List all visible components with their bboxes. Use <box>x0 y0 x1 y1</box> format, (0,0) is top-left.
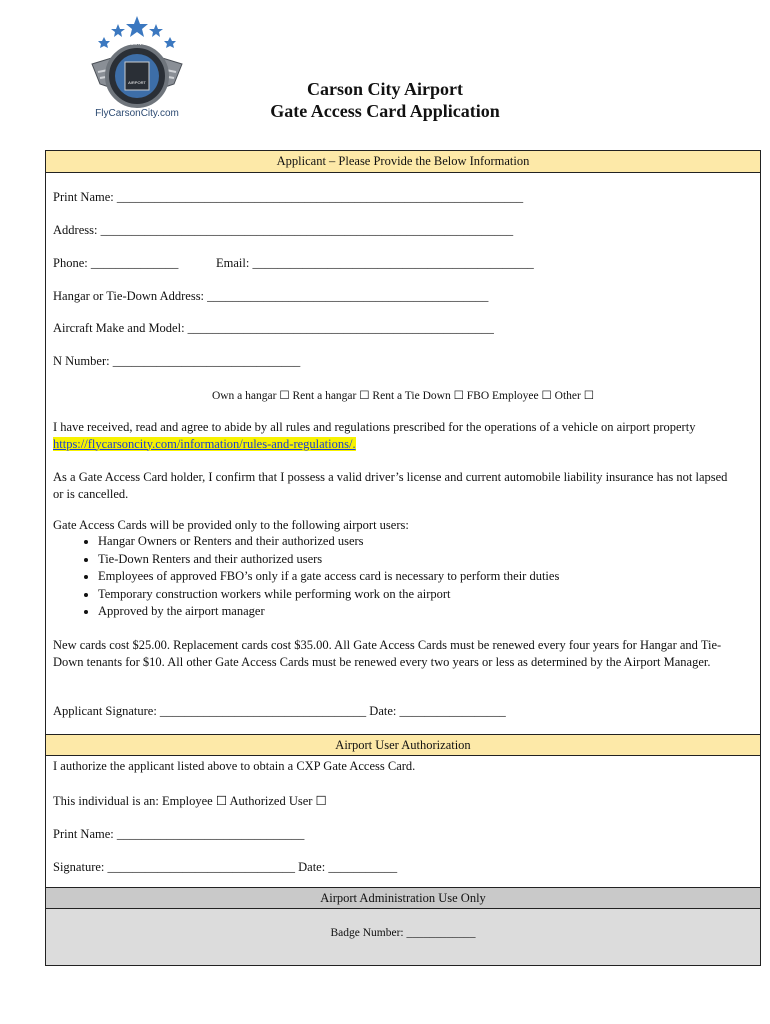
rules-text: I have received, read and agree to abide by all rules and regulations prescribed for the operations of a vehicle on airport property <box>53 420 696 434</box>
star-icon <box>149 24 163 37</box>
page-subtitle: Gate Access Card Application <box>270 101 500 121</box>
list-item: • Temporary construction workers while performing work on the airport <box>98 586 559 604</box>
star-icon <box>126 16 148 37</box>
application-form <box>45 150 761 966</box>
badge-number-field[interactable]: Badge Number: ____________ <box>330 927 476 939</box>
list-item: • Tie-Down Renters and their authorized users <box>98 551 559 569</box>
page-title: Carson City Airport <box>307 79 463 99</box>
star-icon <box>111 24 125 37</box>
authorizer-signature-field[interactable]: Signature: ______________________________ Date: ___________ <box>53 860 398 874</box>
applicant-section-heading: Applicant – Please Provide the Below Information <box>46 151 760 173</box>
logo-ring-text: CARSON CITY <box>119 41 155 47</box>
email-field[interactable]: Email: _____________________________________________ <box>216 256 534 270</box>
rules-link[interactable]: https://flycarsoncity.com/information/rules-and-regulations/. <box>53 436 356 451</box>
list-item: • Approved by the airport manager <box>98 603 559 621</box>
authorization-section <box>46 756 760 886</box>
eligibility-list <box>53 533 559 621</box>
list-item: • Employees of approved FBO’s only if a gate access card is necessary to perform their duties <box>98 568 559 586</box>
authorization-section-heading: Airport User Authorization <box>46 734 760 756</box>
eligibility-intro: Gate Access Cards will be provided only to the following airport users: <box>53 518 409 532</box>
list-item: • Hangar Owners or Renters and their authorized users <box>98 533 559 551</box>
phone-field[interactable]: Phone: ______________ <box>53 256 179 270</box>
star-icon <box>164 37 176 48</box>
individual-type-checkboxes[interactable]: This individual is an: Employee ☐ Authorized User ☐ <box>53 794 327 808</box>
ownership-checkboxes[interactable]: Own a hangar ☐ Rent a hangar ☐ Rent a Tie Down ☐ FBO Employee ☐ Other ☐ <box>211 390 595 402</box>
star-icon <box>98 37 110 48</box>
admin-section <box>46 909 760 965</box>
cost-info: New cards cost $25.00. Replacement cards cost $35.00. All Gate Access Cards must be renewed every four years for Hangar and Tie-Down tenants for $10. All other Gate Access Cards must be renewed every two years or less as determined by the Airport Manager. <box>53 638 722 669</box>
aircraft-field[interactable]: Aircraft Make and Model: _________________________________________________ <box>53 321 494 335</box>
print-name-field[interactable]: Print Name: _________________________________________________________________ <box>53 190 524 204</box>
hangar-address-field[interactable]: Hangar or Tie-Down Address: _____________________________________________ <box>53 289 489 303</box>
authorization-statement: I authorize the applicant listed above to obtain a CXP Gate Access Card. <box>53 759 416 773</box>
applicant-signature-field[interactable]: Applicant Signature: _________________________________ Date: _________________ <box>53 704 506 718</box>
license-confirmation: As a Gate Access Card holder, I confirm that I possess a valid driver’s license and current automobile liability insurance has not lapsed or is cancelled. <box>53 470 728 501</box>
rules-agreement <box>53 419 731 452</box>
address-field[interactable]: Address: __________________________________________________________________ <box>53 223 514 237</box>
logo-text: FlyCarsonCity.com <box>95 108 179 119</box>
n-number-field[interactable]: N Number: ______________________________ <box>53 354 301 368</box>
authorizer-print-name-field[interactable]: Print Name: ______________________________ <box>53 827 305 841</box>
logo-badge-text: AIRPORT <box>128 80 146 85</box>
admin-section-heading: Airport Administration Use Only <box>46 887 760 909</box>
applicant-section <box>46 173 760 734</box>
